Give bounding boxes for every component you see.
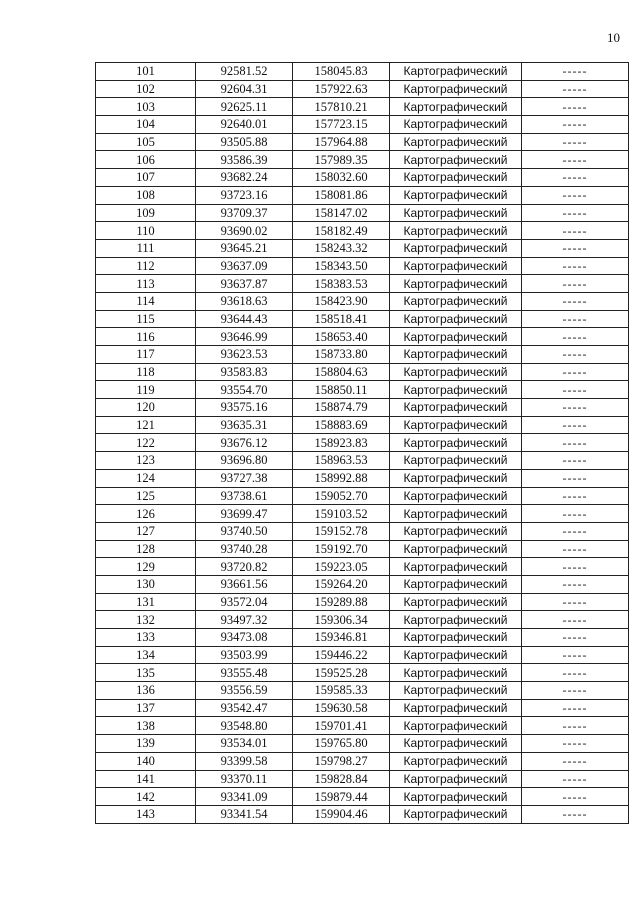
method-cell: Картографический xyxy=(390,593,522,611)
y-coordinate-cell: 158992.88 xyxy=(293,469,390,487)
y-coordinate-cell: 158147.02 xyxy=(293,204,390,222)
precision-cell: ----- xyxy=(522,593,629,611)
x-coordinate-cell: 93690.02 xyxy=(196,222,293,240)
x-coordinate-cell: 93473.08 xyxy=(196,629,293,647)
point-number-cell: 129 xyxy=(96,558,196,576)
point-number-cell: 117 xyxy=(96,346,196,364)
table-row xyxy=(96,399,629,417)
point-number-cell: 106 xyxy=(96,151,196,169)
precision-cell: ----- xyxy=(522,469,629,487)
method-cell: Картографический xyxy=(390,752,522,770)
table-row xyxy=(96,63,629,81)
x-coordinate-cell: 92581.52 xyxy=(196,63,293,81)
method-cell: Картографический xyxy=(390,204,522,222)
precision-cell: ----- xyxy=(522,487,629,505)
table-row xyxy=(96,133,629,151)
method-cell: Картографический xyxy=(390,646,522,664)
table-row xyxy=(96,558,629,576)
point-number-cell: 113 xyxy=(96,275,196,293)
method-cell: Картографический xyxy=(390,770,522,788)
x-coordinate-cell: 93548.80 xyxy=(196,717,293,735)
method-cell: Картографический xyxy=(390,505,522,523)
table-row xyxy=(96,151,629,169)
method-cell: Картографический xyxy=(390,328,522,346)
point-number-cell: 111 xyxy=(96,239,196,257)
precision-cell: ----- xyxy=(522,558,629,576)
x-coordinate-cell: 93534.01 xyxy=(196,735,293,753)
precision-cell: ----- xyxy=(522,735,629,753)
method-cell: Картографический xyxy=(390,381,522,399)
y-coordinate-cell: 157922.63 xyxy=(293,80,390,98)
x-coordinate-cell: 93572.04 xyxy=(196,593,293,611)
method-cell: Картографический xyxy=(390,558,522,576)
precision-cell: ----- xyxy=(522,399,629,417)
table-row xyxy=(96,434,629,452)
precision-cell: ----- xyxy=(522,363,629,381)
coordinates-table-body xyxy=(96,63,629,824)
precision-cell: ----- xyxy=(522,116,629,134)
table-row xyxy=(96,540,629,558)
y-coordinate-cell: 157964.88 xyxy=(293,133,390,151)
point-number-cell: 107 xyxy=(96,169,196,187)
table-row xyxy=(96,381,629,399)
y-coordinate-cell: 159264.20 xyxy=(293,575,390,593)
table-row xyxy=(96,735,629,753)
x-coordinate-cell: 93503.99 xyxy=(196,646,293,664)
page-number: 10 xyxy=(607,30,620,45)
point-number-cell: 140 xyxy=(96,752,196,770)
precision-cell: ----- xyxy=(522,239,629,257)
method-cell: Картографический xyxy=(390,239,522,257)
method-cell: Картографический xyxy=(390,699,522,717)
method-cell: Картографический xyxy=(390,275,522,293)
x-coordinate-cell: 93556.59 xyxy=(196,682,293,700)
point-number-cell: 115 xyxy=(96,310,196,328)
precision-cell: ----- xyxy=(522,575,629,593)
precision-cell: ----- xyxy=(522,151,629,169)
y-coordinate-cell: 157810.21 xyxy=(293,98,390,116)
y-coordinate-cell: 158874.79 xyxy=(293,399,390,417)
x-coordinate-cell: 93555.48 xyxy=(196,664,293,682)
point-number-cell: 104 xyxy=(96,116,196,134)
method-cell: Картографический xyxy=(390,522,522,540)
table-row xyxy=(96,186,629,204)
point-number-cell: 142 xyxy=(96,788,196,806)
y-coordinate-cell: 159223.05 xyxy=(293,558,390,576)
x-coordinate-cell: 93637.87 xyxy=(196,275,293,293)
method-cell: Картографический xyxy=(390,116,522,134)
precision-cell: ----- xyxy=(522,629,629,647)
point-number-cell: 128 xyxy=(96,540,196,558)
point-number-cell: 121 xyxy=(96,416,196,434)
precision-cell: ----- xyxy=(522,275,629,293)
x-coordinate-cell: 93505.88 xyxy=(196,133,293,151)
y-coordinate-cell: 158182.49 xyxy=(293,222,390,240)
point-number-cell: 132 xyxy=(96,611,196,629)
method-cell: Картографический xyxy=(390,611,522,629)
method-cell: Картографический xyxy=(390,452,522,470)
table-row xyxy=(96,522,629,540)
precision-cell: ----- xyxy=(522,788,629,806)
x-coordinate-cell: 93542.47 xyxy=(196,699,293,717)
y-coordinate-cell: 159879.44 xyxy=(293,788,390,806)
point-number-cell: 105 xyxy=(96,133,196,151)
x-coordinate-cell: 93699.47 xyxy=(196,505,293,523)
precision-cell: ----- xyxy=(522,452,629,470)
table-row xyxy=(96,699,629,717)
table-row xyxy=(96,363,629,381)
precision-cell: ----- xyxy=(522,257,629,275)
method-cell: Картографический xyxy=(390,63,522,81)
x-coordinate-cell: 93497.32 xyxy=(196,611,293,629)
method-cell: Картографический xyxy=(390,469,522,487)
method-cell: Картографический xyxy=(390,717,522,735)
table-row xyxy=(96,629,629,647)
y-coordinate-cell: 159585.33 xyxy=(293,682,390,700)
table-row xyxy=(96,257,629,275)
point-number-cell: 143 xyxy=(96,805,196,823)
precision-cell: ----- xyxy=(522,505,629,523)
table-row xyxy=(96,292,629,310)
point-number-cell: 137 xyxy=(96,699,196,717)
table-row xyxy=(96,611,629,629)
method-cell: Картографический xyxy=(390,222,522,240)
table-row xyxy=(96,416,629,434)
point-number-cell: 127 xyxy=(96,522,196,540)
y-coordinate-cell: 158850.11 xyxy=(293,381,390,399)
y-coordinate-cell: 159103.52 xyxy=(293,505,390,523)
point-number-cell: 133 xyxy=(96,629,196,647)
precision-cell: ----- xyxy=(522,204,629,222)
x-coordinate-cell: 92625.11 xyxy=(196,98,293,116)
x-coordinate-cell: 93635.31 xyxy=(196,416,293,434)
method-cell: Картографический xyxy=(390,169,522,187)
table-row xyxy=(96,452,629,470)
precision-cell: ----- xyxy=(522,522,629,540)
method-cell: Картографический xyxy=(390,788,522,806)
x-coordinate-cell: 93637.09 xyxy=(196,257,293,275)
y-coordinate-cell: 158923.83 xyxy=(293,434,390,452)
x-coordinate-cell: 92640.01 xyxy=(196,116,293,134)
point-number-cell: 131 xyxy=(96,593,196,611)
table-row xyxy=(96,575,629,593)
y-coordinate-cell: 158045.83 xyxy=(293,63,390,81)
y-coordinate-cell: 158243.32 xyxy=(293,239,390,257)
precision-cell: ----- xyxy=(522,752,629,770)
x-coordinate-cell: 93341.09 xyxy=(196,788,293,806)
precision-cell: ----- xyxy=(522,664,629,682)
table-row xyxy=(96,328,629,346)
precision-cell: ----- xyxy=(522,416,629,434)
coordinates-table xyxy=(95,62,629,824)
precision-cell: ----- xyxy=(522,292,629,310)
table-row xyxy=(96,505,629,523)
point-number-cell: 112 xyxy=(96,257,196,275)
table-row xyxy=(96,310,629,328)
point-number-cell: 120 xyxy=(96,399,196,417)
table-row xyxy=(96,788,629,806)
point-number-cell: 125 xyxy=(96,487,196,505)
x-coordinate-cell: 93723.16 xyxy=(196,186,293,204)
precision-cell: ----- xyxy=(522,805,629,823)
y-coordinate-cell: 159828.84 xyxy=(293,770,390,788)
y-coordinate-cell: 159765.80 xyxy=(293,735,390,753)
method-cell: Картографический xyxy=(390,310,522,328)
x-coordinate-cell: 93738.61 xyxy=(196,487,293,505)
x-coordinate-cell: 93727.38 xyxy=(196,469,293,487)
table-row xyxy=(96,80,629,98)
y-coordinate-cell: 158032.60 xyxy=(293,169,390,187)
y-coordinate-cell: 158733.80 xyxy=(293,346,390,364)
point-number-cell: 103 xyxy=(96,98,196,116)
table-row xyxy=(96,222,629,240)
x-coordinate-cell: 93682.24 xyxy=(196,169,293,187)
precision-cell: ----- xyxy=(522,98,629,116)
point-number-cell: 134 xyxy=(96,646,196,664)
x-coordinate-cell: 93623.53 xyxy=(196,346,293,364)
point-number-cell: 119 xyxy=(96,381,196,399)
y-coordinate-cell: 159446.22 xyxy=(293,646,390,664)
x-coordinate-cell: 93645.21 xyxy=(196,239,293,257)
x-coordinate-cell: 93586.39 xyxy=(196,151,293,169)
precision-cell: ----- xyxy=(522,80,629,98)
precision-cell: ----- xyxy=(522,346,629,364)
point-number-cell: 123 xyxy=(96,452,196,470)
table-row xyxy=(96,239,629,257)
point-number-cell: 101 xyxy=(96,63,196,81)
table-row xyxy=(96,752,629,770)
x-coordinate-cell: 93740.28 xyxy=(196,540,293,558)
x-coordinate-cell: 93709.37 xyxy=(196,204,293,222)
x-coordinate-cell: 93370.11 xyxy=(196,770,293,788)
y-coordinate-cell: 159052.70 xyxy=(293,487,390,505)
table-row xyxy=(96,275,629,293)
precision-cell: ----- xyxy=(522,646,629,664)
point-number-cell: 141 xyxy=(96,770,196,788)
x-coordinate-cell: 92604.31 xyxy=(196,80,293,98)
y-coordinate-cell: 159152.78 xyxy=(293,522,390,540)
method-cell: Картографический xyxy=(390,735,522,753)
method-cell: Картографический xyxy=(390,346,522,364)
x-coordinate-cell: 93696.80 xyxy=(196,452,293,470)
x-coordinate-cell: 93399.58 xyxy=(196,752,293,770)
point-number-cell: 126 xyxy=(96,505,196,523)
precision-cell: ----- xyxy=(522,63,629,81)
table-row xyxy=(96,664,629,682)
point-number-cell: 136 xyxy=(96,682,196,700)
point-number-cell: 114 xyxy=(96,292,196,310)
point-number-cell: 116 xyxy=(96,328,196,346)
x-coordinate-cell: 93341.54 xyxy=(196,805,293,823)
table-row xyxy=(96,770,629,788)
x-coordinate-cell: 93676.12 xyxy=(196,434,293,452)
y-coordinate-cell: 158653.40 xyxy=(293,328,390,346)
precision-cell: ----- xyxy=(522,717,629,735)
x-coordinate-cell: 93618.63 xyxy=(196,292,293,310)
point-number-cell: 122 xyxy=(96,434,196,452)
method-cell: Картографический xyxy=(390,151,522,169)
y-coordinate-cell: 159701.41 xyxy=(293,717,390,735)
x-coordinate-cell: 93740.50 xyxy=(196,522,293,540)
x-coordinate-cell: 93583.83 xyxy=(196,363,293,381)
precision-cell: ----- xyxy=(522,222,629,240)
y-coordinate-cell: 158343.50 xyxy=(293,257,390,275)
method-cell: Картографический xyxy=(390,292,522,310)
y-coordinate-cell: 158804.63 xyxy=(293,363,390,381)
method-cell: Картографический xyxy=(390,487,522,505)
method-cell: Картографический xyxy=(390,399,522,417)
method-cell: Картографический xyxy=(390,186,522,204)
point-number-cell: 109 xyxy=(96,204,196,222)
precision-cell: ----- xyxy=(522,310,629,328)
point-number-cell: 135 xyxy=(96,664,196,682)
method-cell: Картографический xyxy=(390,805,522,823)
method-cell: Картографический xyxy=(390,363,522,381)
method-cell: Картографический xyxy=(390,434,522,452)
y-coordinate-cell: 159306.34 xyxy=(293,611,390,629)
x-coordinate-cell: 93661.56 xyxy=(196,575,293,593)
method-cell: Картографический xyxy=(390,664,522,682)
table-row xyxy=(96,346,629,364)
table-row xyxy=(96,204,629,222)
y-coordinate-cell: 157723.15 xyxy=(293,116,390,134)
x-coordinate-cell: 93554.70 xyxy=(196,381,293,399)
y-coordinate-cell: 159192.70 xyxy=(293,540,390,558)
method-cell: Картографический xyxy=(390,629,522,647)
method-cell: Картографический xyxy=(390,416,522,434)
precision-cell: ----- xyxy=(522,682,629,700)
method-cell: Картографический xyxy=(390,98,522,116)
table-row xyxy=(96,717,629,735)
point-number-cell: 138 xyxy=(96,717,196,735)
point-number-cell: 124 xyxy=(96,469,196,487)
table-row xyxy=(96,469,629,487)
precision-cell: ----- xyxy=(522,540,629,558)
precision-cell: ----- xyxy=(522,699,629,717)
y-coordinate-cell: 159630.58 xyxy=(293,699,390,717)
table-row xyxy=(96,805,629,823)
precision-cell: ----- xyxy=(522,133,629,151)
x-coordinate-cell: 93646.99 xyxy=(196,328,293,346)
method-cell: Картографический xyxy=(390,257,522,275)
precision-cell: ----- xyxy=(522,770,629,788)
point-number-cell: 108 xyxy=(96,186,196,204)
point-number-cell: 110 xyxy=(96,222,196,240)
y-coordinate-cell: 158423.90 xyxy=(293,292,390,310)
x-coordinate-cell: 93575.16 xyxy=(196,399,293,417)
table-row xyxy=(96,116,629,134)
precision-cell: ----- xyxy=(522,328,629,346)
point-number-cell: 130 xyxy=(96,575,196,593)
precision-cell: ----- xyxy=(522,381,629,399)
point-number-cell: 118 xyxy=(96,363,196,381)
x-coordinate-cell: 93720.82 xyxy=(196,558,293,576)
precision-cell: ----- xyxy=(522,186,629,204)
precision-cell: ----- xyxy=(522,611,629,629)
method-cell: Картографический xyxy=(390,682,522,700)
y-coordinate-cell: 159904.46 xyxy=(293,805,390,823)
table-row xyxy=(96,646,629,664)
y-coordinate-cell: 158518.41 xyxy=(293,310,390,328)
method-cell: Картографический xyxy=(390,133,522,151)
table-row xyxy=(96,593,629,611)
x-coordinate-cell: 93644.43 xyxy=(196,310,293,328)
y-coordinate-cell: 159525.28 xyxy=(293,664,390,682)
point-number-cell: 139 xyxy=(96,735,196,753)
y-coordinate-cell: 158963.53 xyxy=(293,452,390,470)
y-coordinate-cell: 159346.81 xyxy=(293,629,390,647)
table-row xyxy=(96,98,629,116)
table-row xyxy=(96,682,629,700)
precision-cell: ----- xyxy=(522,169,629,187)
method-cell: Картографический xyxy=(390,575,522,593)
method-cell: Картографический xyxy=(390,540,522,558)
y-coordinate-cell: 158081.86 xyxy=(293,186,390,204)
y-coordinate-cell: 157989.35 xyxy=(293,151,390,169)
point-number-cell: 102 xyxy=(96,80,196,98)
method-cell: Картографический xyxy=(390,80,522,98)
y-coordinate-cell: 158383.53 xyxy=(293,275,390,293)
table-row xyxy=(96,487,629,505)
y-coordinate-cell: 159289.88 xyxy=(293,593,390,611)
table-row xyxy=(96,169,629,187)
y-coordinate-cell: 159798.27 xyxy=(293,752,390,770)
y-coordinate-cell: 158883.69 xyxy=(293,416,390,434)
precision-cell: ----- xyxy=(522,434,629,452)
